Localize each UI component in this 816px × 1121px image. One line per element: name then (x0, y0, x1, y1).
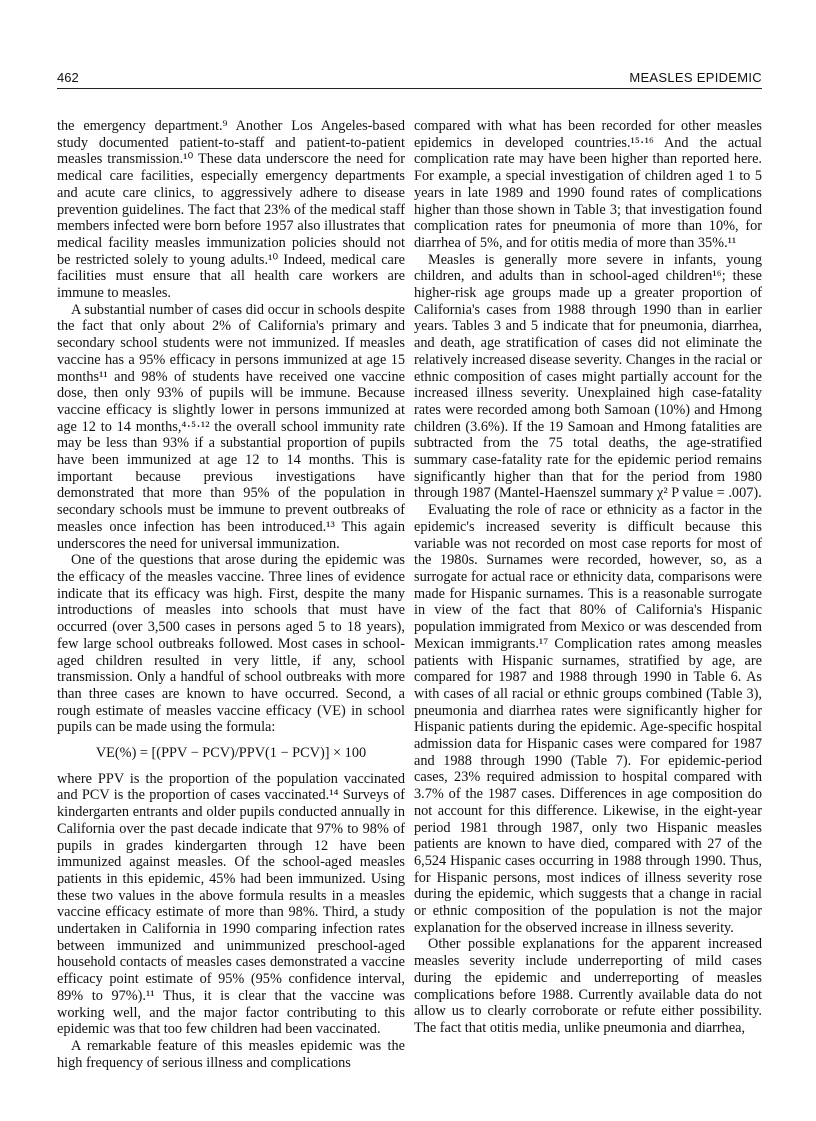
header-rule (57, 88, 762, 89)
paragraph: A remarkable feature of this measles epidemic was the high frequency of serious illness and complications (57, 1037, 405, 1071)
paragraph: compared with what has been recorded for other measles epidemics in developed countries.¹⁵·¹⁶ And the actual complication rate may have been higher than reported here. For example, a special investigation of children aged 1 to 5 years in late 1989 and 1990 found rates of complications higher than those shown in Table 3; that investigation found complication rates for pneumonia of more than 10%, for diarrhea of 5%, and for otitis media of more than 35%.¹¹ (414, 118, 762, 251)
paragraph: Other possible explanations for the apparent increased measles severity include underreporting of mild cases during the epidemic and underreporting of measles complications before 1988. Currently available data do not allow us to clearly corroborate or refute either possibility. The fact that otitis media, unlike pneumonia and diarrhea, (414, 936, 762, 1036)
paragraph: where PPV is the proportion of the population vaccinated and PCV is the proportion of cases vaccinated.¹⁴ Surveys of kindergarten entrants and older pupils conducted annually in California over the past decade indicate that 97% to 98% of pupils in grades kindergarten through 12 have been immunized against measles. Of the school-aged measles patients in this epidemic, 45% had been immunized. Using these two values in the above formula results in a measles vaccine efficacy estimate of more than 98%. Third, a study undertaken in California in 1990 comparing infection rates between immunized and unimmunized preschool-aged household contacts of measles cases demonstrated a vaccine efficacy point estimate of 95% (95% confidence interval, 89% to 97%).¹¹ Thus, it is clear that the vaccine was working well, and the major factor contributing to this epidemic was that too few children had been vaccinated. (57, 770, 405, 1038)
right-column (414, 118, 762, 1037)
page-header (57, 70, 762, 88)
page-number: 462 (57, 70, 79, 85)
running-head: MEASLES EPIDEMIC (629, 70, 762, 85)
paragraph: One of the questions that arose during the epidemic was the efficacy of the measles vaccine. Three lines of evidence indicate that its efficacy was high. First, despite the many introductions of measles into schools that must have occurred (over 3,500 cases in persons aged 5 to 18 years), few large school outbreaks followed. Most cases in school-aged children resulted in very little, if any, school transmission. Only a handful of school outbreaks with more than three cases are known to have occurred. Second, a rough estimate of measles vaccine efficacy (VE) in school pupils can be made using the formula: (57, 552, 405, 736)
paragraph: the emergency department.⁹ Another Los Angeles-based study documented patient-to-staff and patient-to-patient measles transmission.¹⁰ These data underscore the need for medical care facilities, especially emergency departments and acute care clinics, to aggressively adhere to disease prevention guidelines. The fact that 23% of the medical staff members infected were born before 1957 also illustrates that medical facility measles immunization policies should not be restricted solely to young adults.¹⁰ Indeed, medical care facilities must ensure that all health care workers are immune to measles. (57, 118, 405, 302)
paragraph: Evaluating the role of race or ethnicity as a factor in the epidemic's increased severity is difficult because this variable was not recorded on most case reports for most of the 1980s. Surnames were recorded, however, so, as a surrogate for actual race or ethnicity data, comparisons were made for Hispanic surnames. This is a reasonable surrogate in view of the fact that 80% of California's Hispanic population immigrated from Mexico or was descended from Mexican immigrants.¹⁷ Complication rates among measles patients with Hispanic surnames, stratified by age, are compared for 1987 and 1988 through 1990 in Table 6. As with cases of all racial or ethnic groups combined (Table 3), pneumonia and diarrhea rates were significantly higher for Hispanic patients during the epidemic. Age-specific hospital admission data for Hispanic cases were compared for 1987 and 1988 through 1990 (Table 7). For epidemic-period cases, 23% required admission to hospital compared with 3.7% of the 1987 cases. Differences in age composition do not account for this difference. Likewise, in the eight-year period 1981 through 1987, only two Hispanic measles patients are known to have died, compared with 27 of the 6,524 Hispanic cases occurring in 1988 through 1990. Thus, for Hispanic persons, most indices of illness severity rose during the epidemic, which suggests that a change in racial or ethnic composition of the population is not the major explanation for the observed increase in illness severity. (414, 502, 762, 936)
vaccine-efficacy-formula: VE(%) = [(PPV − PCV)/PPV(1 − PCV)] × 100 (95, 745, 367, 762)
paragraph: Measles is generally more severe in infants, young children, and adults than in school-aged children¹⁶; these higher-risk age groups made up a greater proportion of California's cases from 1988 through 1990 than in earlier years. Tables 3 and 5 indicate that for pneumonia, diarrhea, and death, age stratification of cases did not eliminate the relatively increased disease severity. Changes in the racial or ethnic composition of cases might partially account for the increased illness severity. Unexplained high case-fatality rates were recorded among both Samoan (10%) and Hmong children (3.6%). If the 19 Samoan and Hmong fatalities are subtracted from the 75 total deaths, the age-stratified summary case-fatality rate for the epidemic period remains significantly higher than that for the period from 1980 through 1987 (Mantel-Haenszel summary χ² P value = .007). (414, 251, 762, 502)
paragraph: A substantial number of cases did occur in schools despite the fact that only about 2% of California's primary and secondary school students were not immunized. If measles vaccine has a 95% efficacy in persons immunized at age 15 months¹¹ and 98% of students have received one vaccine dose, then only 93% of pupils will be immune. Because vaccine efficacy is slightly lower in persons immunized at age 12 to 14 months,⁴·⁵·¹² the overall school immunity rate may be less than 93% if a substantial proportion of pupils have been immunized at age 12 to 14 months. This is important because previous investigations have demonstrated that more than 95% of the population in secondary schools must be immune to prevent outbreaks of measles once infection has been introduced.¹³ This again underscores the need for universal immunization. (57, 301, 405, 552)
left-column (57, 118, 405, 1071)
